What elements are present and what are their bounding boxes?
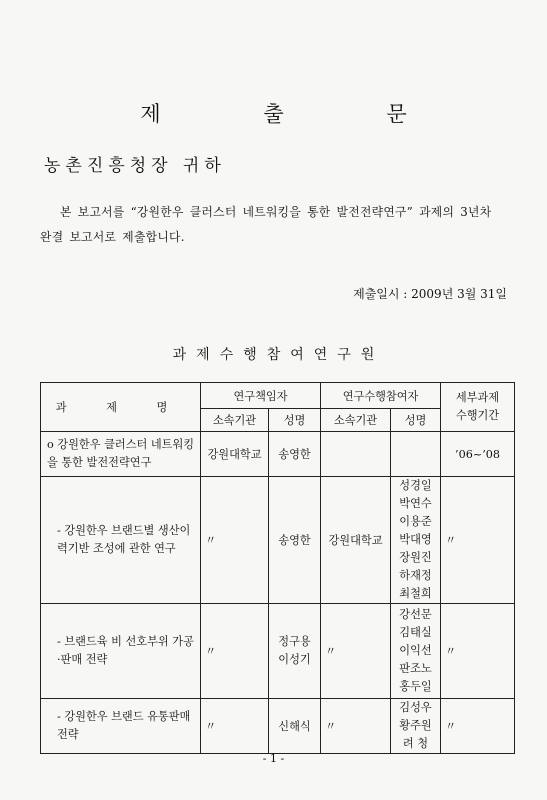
principal-name: 송영한 — [269, 432, 321, 477]
header-participant-name: 성명 — [391, 409, 441, 432]
table-row — [41, 699, 515, 754]
participant-name: 박연수 — [399, 497, 432, 510]
participant-name: 김태실 — [399, 626, 432, 639]
principal-institution: 〃 — [201, 477, 269, 604]
task-name: - 브랜드육 비 선호부위 가공·판매 전략 — [41, 604, 201, 699]
task-name: - 강원한우 브랜드별 생산이력기반 조성에 관한 연구 — [41, 477, 201, 604]
participant-name: 이용준 — [399, 515, 432, 528]
table-row — [41, 477, 515, 604]
participant-names — [391, 699, 441, 754]
participant-name: 박대영 — [399, 533, 432, 546]
task-name: - 강원한우 브랜드 유통판매 전략 — [41, 699, 201, 754]
table-row — [41, 604, 515, 699]
participant-name: 성경일 — [399, 479, 432, 492]
table-header-row — [41, 383, 515, 409]
participant-name: 판조노 — [399, 662, 432, 675]
researcher-roster-table — [40, 382, 515, 754]
participant-name: 홍두일 — [399, 680, 432, 693]
task-period: 〃 — [441, 699, 515, 754]
participant-name: 강선문 — [399, 608, 432, 621]
header-task: 과 제 명 — [41, 383, 201, 432]
task-period: ’06~’08 — [441, 432, 515, 477]
roster-title: 과제수행참여연구원 — [172, 347, 385, 363]
header-participant-institution: 소속기관 — [321, 409, 391, 432]
addressee: 농촌진흥청장 귀하 — [44, 156, 226, 176]
task-name: o 강원한우 클러스터 네트워킹을 통한 발전전략연구 — [41, 432, 201, 477]
header-participants: 연구수행참여자 — [321, 383, 441, 409]
header-principal-institution: 소속기관 — [201, 409, 269, 432]
participant-names — [391, 477, 441, 604]
header-principal-name: 성명 — [269, 409, 321, 432]
participant-name: 하재정 — [399, 569, 432, 582]
header-principal: 연구책임자 — [201, 383, 321, 409]
submission-paragraph: 본 보고서를 “강원한우 클러스터 네트워킹을 통한 발전전략연구” 과제의 3년차 완결 보고서로 제출합니다. — [40, 205, 492, 244]
participant-institution: 강원대학교 — [321, 477, 391, 604]
header-period: 세부과제 수행기간 — [441, 383, 515, 432]
principal-institution: 〃 — [201, 604, 269, 699]
participant-institution: 〃 — [321, 604, 391, 699]
participant-institution — [321, 432, 391, 477]
participant-name: 이익선 — [399, 644, 432, 657]
principal-name: 신해식 — [269, 699, 321, 754]
participant-name: 김성우 — [399, 701, 432, 714]
principal-name: 송영한 — [269, 477, 321, 604]
table-row — [41, 432, 515, 477]
principal-name: 정구용 이성기 — [269, 604, 321, 699]
participant-institution: 〃 — [321, 699, 391, 754]
principal-institution: 강원대학교 — [201, 432, 269, 477]
submission-date: 제출일시 : 2009년 3월 31일 — [353, 287, 507, 301]
task-period: 〃 — [441, 477, 515, 604]
participant-name: 황주원 — [399, 719, 432, 732]
participant-name: 려 청 — [402, 737, 429, 750]
task-period: 〃 — [441, 604, 515, 699]
principal-institution: 〃 — [201, 699, 269, 754]
participant-names — [391, 432, 441, 477]
document-title: 제 출 문 — [140, 102, 455, 126]
participant-names — [391, 604, 441, 699]
participant-name: 최철희 — [399, 587, 432, 600]
page-number: - 1 - — [262, 752, 285, 765]
participant-name: 장원진 — [399, 551, 432, 564]
